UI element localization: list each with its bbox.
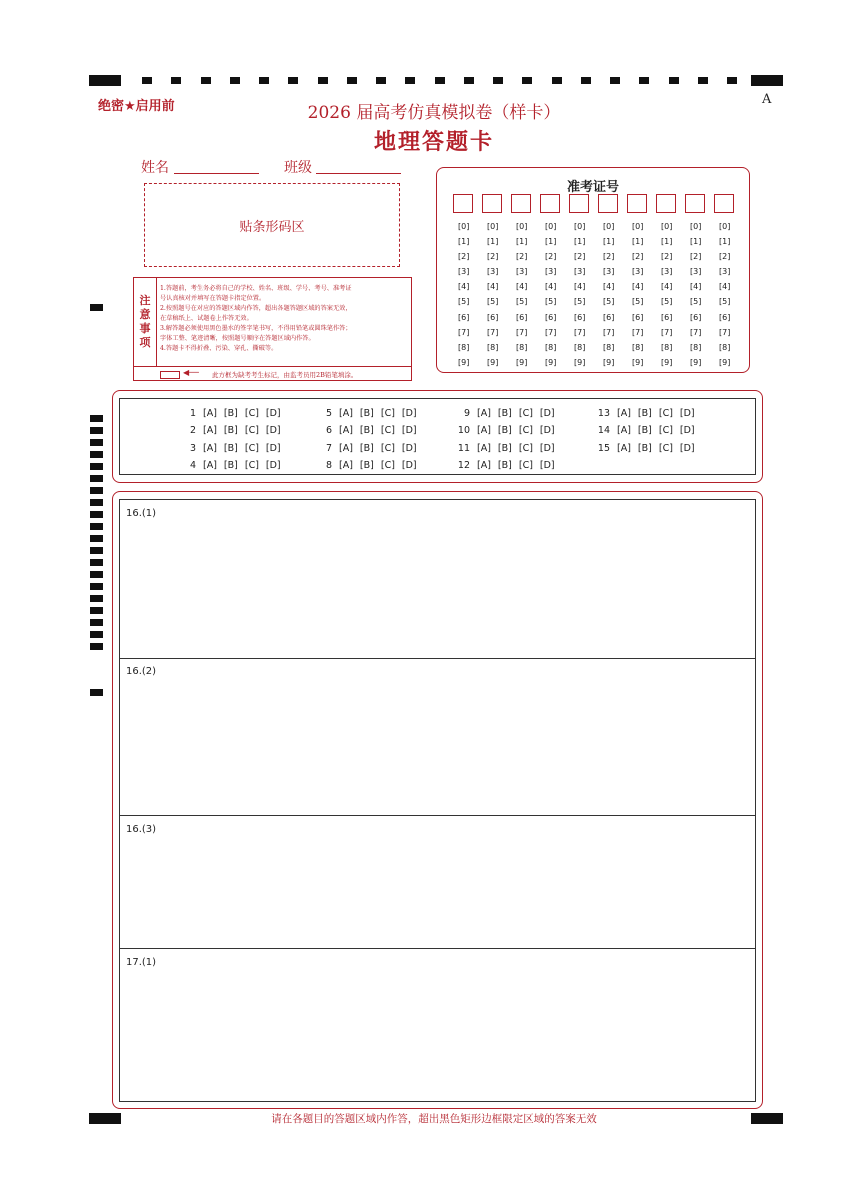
admission-bubble[interactable]: [5] <box>690 297 702 307</box>
answer-option-bubble[interactable]: [B] <box>359 408 374 420</box>
side-mark <box>90 304 103 311</box>
question-row <box>454 405 562 422</box>
absent-mark-row <box>134 366 411 382</box>
admission-bubble[interactable]: [3] <box>516 267 528 277</box>
question-number: 13 <box>597 408 610 420</box>
answer-option-bubble[interactable]: [A] <box>617 425 631 437</box>
absent-mark-text: 此方框为缺考考生标记，由监考员用2B铅笔填涂。 <box>212 371 358 379</box>
admission-title: 准考证号 <box>566 180 619 195</box>
admission-bubble[interactable]: [3] <box>632 267 644 277</box>
admission-bubble[interactable]: [2] <box>516 252 528 262</box>
admission-bubble-grid <box>451 219 741 370</box>
answer-option-bubble[interactable]: [B] <box>359 442 374 454</box>
question-row <box>454 422 562 439</box>
name-label: 姓名 <box>141 160 169 176</box>
admission-bubble[interactable]: [4] <box>632 282 644 292</box>
admission-bubble[interactable]: [4] <box>545 282 557 292</box>
admission-bubble[interactable]: [1] <box>487 237 499 247</box>
answer-option-bubble[interactable]: [D] <box>679 442 695 454</box>
admission-bubble[interactable]: [3] <box>719 267 731 277</box>
admission-bubble[interactable]: [7] <box>574 327 586 337</box>
question-number: 12 <box>457 460 470 472</box>
notes-item: 4.答题卡不得折叠、污染、穿孔、撕破等。 <box>160 345 278 352</box>
admission-bubble[interactable]: [9] <box>545 357 557 367</box>
answer-option-bubble[interactable]: [C] <box>658 408 673 420</box>
admission-bubble[interactable]: [3] <box>487 267 499 277</box>
admission-bubble[interactable]: [3] <box>690 267 702 277</box>
admission-bubble[interactable]: [5] <box>719 297 731 307</box>
answer-section[interactable] <box>120 658 755 816</box>
objective-answer-grid <box>119 398 756 475</box>
admission-bubble[interactable]: [3] <box>574 267 586 277</box>
admission-digit-cell[interactable] <box>656 194 676 213</box>
admission-bubble[interactable]: [8] <box>632 342 644 352</box>
question-number: 5 <box>325 408 332 420</box>
answer-option-bubble[interactable]: [C] <box>244 425 259 437</box>
admission-bubble[interactable]: [9] <box>719 357 731 367</box>
admission-bubble[interactable]: [1] <box>516 237 528 247</box>
question-row <box>316 405 424 422</box>
answer-option-bubble[interactable]: [B] <box>497 460 512 472</box>
admission-bubble[interactable]: [9] <box>603 357 615 367</box>
answer-option-bubble[interactable]: [B] <box>497 442 512 454</box>
answer-option-bubble[interactable]: [C] <box>380 442 395 454</box>
timing-mark <box>90 415 103 422</box>
admission-bubble[interactable]: [0] <box>661 222 673 231</box>
written-answer-area <box>119 499 756 1102</box>
notes-heading <box>134 278 157 366</box>
admission-bubble[interactable]: [8] <box>574 342 586 352</box>
question-row <box>454 440 562 457</box>
admission-bubble[interactable]: [4] <box>719 282 731 292</box>
timing-mark <box>288 77 298 84</box>
notes-item: 在草稿纸上、试题卷上作答无效。 <box>160 315 253 322</box>
question-number: 15 <box>597 442 610 454</box>
admission-bubble[interactable]: [5] <box>632 297 644 307</box>
admission-bubble[interactable]: [8] <box>661 342 673 352</box>
answer-option-bubble[interactable]: [C] <box>658 425 673 437</box>
class-label: 班级 <box>284 160 312 176</box>
timing-mark <box>90 451 103 458</box>
timing-mark <box>90 559 103 566</box>
question-number: 10 <box>457 425 470 437</box>
answer-option-bubble[interactable]: [D] <box>265 425 281 437</box>
admission-bubble[interactable]: [2] <box>458 252 470 262</box>
timing-mark <box>698 77 708 84</box>
answer-option-bubble[interactable]: [B] <box>359 460 374 472</box>
timing-mark <box>376 77 386 84</box>
question-number: 6 <box>325 425 332 437</box>
notes-heading-char: 注 <box>139 294 151 307</box>
admission-bubble[interactable]: [5] <box>603 297 615 307</box>
question-number: 4 <box>189 460 196 472</box>
answer-option-bubble[interactable]: [C] <box>244 442 259 454</box>
admission-number-box <box>436 167 750 373</box>
admission-bubble[interactable]: [6] <box>516 312 528 322</box>
admission-bubble[interactable]: [0] <box>574 222 586 231</box>
notes-item: 字体工整、笔迹清晰，按照题号顺序在答题区域内作答。 <box>160 335 315 342</box>
timing-mark <box>669 77 679 84</box>
confidential-label: 绝密★启用前 <box>98 99 175 114</box>
timing-mark <box>90 619 103 626</box>
admission-bubble[interactable]: [7] <box>487 327 499 337</box>
admission-bubble[interactable]: [7] <box>632 327 644 337</box>
question-number: 3 <box>189 442 196 454</box>
admission-bubble[interactable]: [5] <box>574 297 586 307</box>
timing-mark <box>90 583 103 590</box>
answer-option-bubble[interactable]: [C] <box>244 408 259 420</box>
notes-heading-char: 意 <box>139 308 151 321</box>
answer-option-bubble[interactable]: [C] <box>380 425 395 437</box>
question-row <box>594 440 702 457</box>
admission-digit-cell[interactable] <box>714 194 734 213</box>
admission-bubble[interactable]: [9] <box>632 357 644 367</box>
answer-option-bubble[interactable]: [A] <box>203 408 217 420</box>
admission-digit-cells <box>453 194 743 213</box>
question-row <box>180 440 288 457</box>
admission-bubble[interactable]: [1] <box>545 237 557 247</box>
admission-digit-cell[interactable] <box>627 194 647 213</box>
arrow-left-icon: ◀── <box>183 368 199 377</box>
admission-bubble[interactable]: [8] <box>487 342 499 352</box>
admission-bubble[interactable]: [2] <box>632 252 644 262</box>
name-field[interactable] <box>174 173 259 174</box>
answer-option-bubble[interactable]: [A] <box>203 425 217 437</box>
timing-mark <box>90 499 103 506</box>
answer-option-bubble[interactable]: [A] <box>477 425 491 437</box>
admission-bubble[interactable]: [6] <box>661 312 673 322</box>
admission-bubble[interactable]: [0] <box>545 222 557 231</box>
timing-mark <box>201 77 211 84</box>
notes-list <box>160 284 410 354</box>
question-row <box>180 422 288 439</box>
admission-bubble[interactable]: [8] <box>458 342 470 352</box>
question-row <box>316 422 424 439</box>
admission-digit-cell[interactable] <box>569 194 589 213</box>
admission-bubble[interactable]: [7] <box>516 327 528 337</box>
admission-bubble[interactable]: [6] <box>574 312 586 322</box>
timing-mark <box>90 475 103 482</box>
timing-mark <box>142 77 152 84</box>
timing-mark <box>435 77 445 84</box>
admission-bubble[interactable]: [8] <box>545 342 557 352</box>
version-label: A <box>762 92 772 107</box>
admission-bubble[interactable]: [2] <box>487 252 499 262</box>
admission-bubble[interactable]: [9] <box>574 357 586 367</box>
admission-bubble[interactable]: [5] <box>545 297 557 307</box>
answer-option-bubble[interactable]: [A] <box>203 442 217 454</box>
admission-bubble[interactable]: [1] <box>690 237 702 247</box>
admission-bubble[interactable]: [6] <box>632 312 644 322</box>
answer-option-bubble[interactable]: [D] <box>401 460 417 472</box>
admission-bubble[interactable]: [5] <box>661 297 673 307</box>
timing-mark <box>552 77 562 84</box>
notes-item: 1.答题前，考生务必将自己的学校、姓名、班级、学号、考号、准考证 <box>160 285 352 292</box>
admission-bubble[interactable]: [2] <box>603 252 615 262</box>
corner-mark-top-right <box>751 75 783 86</box>
answer-option-bubble[interactable]: [A] <box>339 442 353 454</box>
answer-option-bubble[interactable]: [C] <box>518 460 533 472</box>
admission-bubble[interactable]: [1] <box>661 237 673 247</box>
admission-bubble[interactable]: [0] <box>516 222 528 231</box>
answer-option-bubble[interactable]: [D] <box>539 460 555 472</box>
admission-bubble[interactable]: [4] <box>690 282 702 292</box>
written-answer-box <box>112 491 763 1109</box>
admission-bubble[interactable]: [8] <box>603 342 615 352</box>
admission-digit-cell[interactable] <box>598 194 618 213</box>
answer-option-bubble[interactable]: [D] <box>265 408 281 420</box>
admission-bubble[interactable]: [2] <box>574 252 586 262</box>
timing-mark <box>90 547 103 554</box>
answer-option-bubble[interactable]: [A] <box>339 460 353 472</box>
timing-mark <box>230 77 240 84</box>
corner-mark-top-left <box>89 75 121 86</box>
timing-mark <box>493 77 503 84</box>
admission-bubble[interactable]: [1] <box>574 237 586 247</box>
timing-mark <box>610 77 620 84</box>
timing-mark <box>259 77 269 84</box>
admission-bubble[interactable]: [5] <box>487 297 499 307</box>
admission-bubble[interactable]: [9] <box>516 357 528 367</box>
answer-option-bubble[interactable]: [C] <box>380 408 395 420</box>
admission-bubble[interactable]: [0] <box>632 222 644 231</box>
answer-section-label: 16.(1) <box>126 508 157 519</box>
barcode-area <box>144 183 400 267</box>
admission-bubble[interactable]: [7] <box>603 327 615 337</box>
answer-option-bubble[interactable]: [B] <box>223 442 238 454</box>
answer-option-bubble[interactable]: [D] <box>401 425 417 437</box>
answer-option-bubble[interactable]: [B] <box>637 408 652 420</box>
admission-bubble[interactable]: [1] <box>603 237 615 247</box>
admission-bubble[interactable]: [2] <box>690 252 702 262</box>
question-column <box>454 405 562 474</box>
answer-option-bubble[interactable]: [B] <box>637 442 652 454</box>
admission-bubble[interactable]: [2] <box>661 252 673 262</box>
absent-mark-box[interactable] <box>160 371 180 379</box>
admission-bubble[interactable]: [6] <box>603 312 615 322</box>
timing-mark <box>522 77 532 84</box>
answer-option-bubble[interactable]: [B] <box>223 425 238 437</box>
answer-option-bubble[interactable]: [C] <box>658 442 673 454</box>
top-timing-marks <box>142 77 737 84</box>
answer-option-bubble[interactable]: [C] <box>380 460 395 472</box>
answer-option-bubble[interactable]: [D] <box>539 442 555 454</box>
timing-mark <box>90 439 103 446</box>
answer-section-label: 17.(1) <box>126 957 157 968</box>
exam-title: 2026 届高考仿真模拟卷（样卡） <box>307 103 561 123</box>
answer-section-label: 16.(3) <box>126 824 157 835</box>
answer-section[interactable] <box>120 816 755 949</box>
timing-mark <box>90 487 103 494</box>
admission-bubble[interactable]: [9] <box>690 357 702 367</box>
timing-mark <box>347 77 357 84</box>
admission-bubble[interactable]: [3] <box>603 267 615 277</box>
timing-mark <box>318 77 328 84</box>
answer-option-bubble[interactable]: [A] <box>477 442 491 454</box>
admission-digit-cell[interactable] <box>511 194 531 213</box>
timing-mark <box>90 607 103 614</box>
answer-section[interactable] <box>120 500 755 659</box>
timing-mark <box>90 427 103 434</box>
answer-option-bubble[interactable]: [D] <box>401 408 417 420</box>
admission-digit-cell[interactable] <box>685 194 705 213</box>
admission-bubble[interactable]: [5] <box>458 297 470 307</box>
question-column <box>594 405 702 457</box>
question-row <box>180 405 288 422</box>
question-row <box>316 457 424 474</box>
answer-option-bubble[interactable]: [A] <box>339 408 353 420</box>
footer-notice: 请在各题目的答题区域内作答，超出黑色矩形边框限定区域的答案无效 <box>271 1113 597 1125</box>
admission-bubble[interactable]: [6] <box>458 312 470 322</box>
admission-bubble[interactable]: [7] <box>545 327 557 337</box>
question-row <box>594 422 702 439</box>
answer-option-bubble[interactable]: [B] <box>637 425 652 437</box>
answer-option-bubble[interactable]: [B] <box>497 408 512 420</box>
admission-bubble[interactable]: [1] <box>719 237 731 247</box>
admission-bubble[interactable]: [3] <box>545 267 557 277</box>
admission-bubble[interactable]: [8] <box>516 342 528 352</box>
admission-bubble[interactable]: [8] <box>719 342 731 352</box>
admission-bubble[interactable]: [9] <box>458 357 470 367</box>
notes-item: 3.解答题必须使用黑色墨水的签字笔书写，不得用铅笔或圆珠笔作答； <box>160 325 352 332</box>
question-column <box>180 405 288 474</box>
left-timing-marks <box>90 415 103 655</box>
class-field[interactable] <box>316 173 401 174</box>
question-number: 1 <box>189 408 196 420</box>
answer-option-bubble[interactable]: [D] <box>265 442 281 454</box>
answer-option-bubble[interactable]: [A] <box>617 442 631 454</box>
admission-bubble[interactable]: [0] <box>719 222 731 231</box>
admission-bubble[interactable]: [7] <box>719 327 731 337</box>
admission-bubble[interactable]: [7] <box>458 327 470 337</box>
admission-digit-cell[interactable] <box>482 194 502 213</box>
timing-mark <box>727 77 737 84</box>
answer-option-bubble[interactable]: [D] <box>539 408 555 420</box>
answer-option-bubble[interactable]: [A] <box>477 408 491 420</box>
admission-bubble[interactable]: [3] <box>458 267 470 277</box>
admission-bubble[interactable]: [4] <box>487 282 499 292</box>
timing-mark <box>171 77 181 84</box>
admission-bubble[interactable]: [4] <box>661 282 673 292</box>
admission-digit-cell[interactable] <box>540 194 560 213</box>
notes-heading-char: 事 <box>139 322 151 335</box>
answer-option-bubble[interactable]: [B] <box>497 425 512 437</box>
answer-option-bubble[interactable]: [D] <box>679 425 695 437</box>
answer-option-bubble[interactable]: [B] <box>223 408 238 420</box>
admission-bubble[interactable]: [4] <box>574 282 586 292</box>
answer-option-bubble[interactable]: [D] <box>401 442 417 454</box>
question-column <box>316 405 424 474</box>
answer-option-bubble[interactable]: [D] <box>539 425 555 437</box>
admission-bubble[interactable]: [1] <box>632 237 644 247</box>
answer-option-bubble[interactable]: [C] <box>518 408 533 420</box>
question-row <box>594 405 702 422</box>
card-title: 地理答题卡 <box>373 130 494 155</box>
answer-option-bubble[interactable]: [A] <box>203 460 217 472</box>
timing-mark <box>90 643 103 650</box>
admission-bubble[interactable]: [2] <box>719 252 731 262</box>
answer-option-bubble[interactable]: [A] <box>617 408 631 420</box>
admission-bubble[interactable]: [7] <box>690 327 702 337</box>
question-row <box>454 457 562 474</box>
question-number: 2 <box>189 425 196 437</box>
answer-option-bubble[interactable]: [B] <box>359 425 374 437</box>
admission-bubble[interactable]: [6] <box>545 312 557 322</box>
timing-mark <box>90 535 103 542</box>
admission-bubble[interactable]: [8] <box>690 342 702 352</box>
answer-option-bubble[interactable]: [C] <box>518 442 533 454</box>
admission-digit-cell[interactable] <box>453 194 473 213</box>
timing-mark <box>90 463 103 470</box>
admission-bubble[interactable]: [0] <box>690 222 702 231</box>
admission-bubble[interactable]: [6] <box>487 312 499 322</box>
answer-option-bubble[interactable]: [B] <box>223 460 238 472</box>
answer-option-bubble[interactable]: [C] <box>518 425 533 437</box>
admission-bubble[interactable]: [1] <box>458 237 470 247</box>
admission-bubble[interactable]: [3] <box>661 267 673 277</box>
admission-bubble[interactable]: [2] <box>545 252 557 262</box>
timing-mark <box>639 77 649 84</box>
question-row <box>180 457 288 474</box>
admission-bubble[interactable]: [4] <box>458 282 470 292</box>
admission-bubble[interactable]: [0] <box>487 222 499 231</box>
timing-mark <box>90 631 103 638</box>
admission-bubble[interactable]: [7] <box>661 327 673 337</box>
timing-mark <box>90 511 103 518</box>
timing-mark <box>90 571 103 578</box>
answer-option-bubble[interactable]: [A] <box>477 460 491 472</box>
admission-bubble[interactable]: [4] <box>603 282 615 292</box>
question-number: 11 <box>457 442 470 454</box>
notes-item: 2.按照题号在对应的答题区域内作答，超出各题答题区域的答案无效， <box>160 305 352 312</box>
question-number: 7 <box>325 442 332 454</box>
timing-mark <box>581 77 591 84</box>
answer-section-label: 16.(2) <box>126 666 157 677</box>
notes-heading-char: 项 <box>139 336 151 349</box>
question-number: 9 <box>463 408 470 420</box>
answer-section[interactable] <box>120 949 755 1101</box>
question-number: 14 <box>597 425 610 437</box>
question-number: 8 <box>325 460 332 472</box>
barcode-label: 贴条形码区 <box>239 219 305 235</box>
question-row <box>316 440 424 457</box>
timing-mark <box>405 77 415 84</box>
notes-box <box>133 277 412 381</box>
admission-bubble[interactable]: [5] <box>516 297 528 307</box>
admission-bubble[interactable]: [6] <box>690 312 702 322</box>
timing-mark <box>90 595 103 602</box>
admission-bubble[interactable]: [0] <box>458 222 470 231</box>
timing-mark <box>464 77 474 84</box>
answer-option-bubble[interactable]: [C] <box>244 460 259 472</box>
admission-bubble[interactable]: [9] <box>661 357 673 367</box>
notes-item: 号认真核对并填写在答题卡指定位置。 <box>160 295 266 302</box>
admission-bubble[interactable]: [0] <box>603 222 615 231</box>
answer-option-bubble[interactable]: [A] <box>339 425 353 437</box>
answer-option-bubble[interactable]: [D] <box>265 460 281 472</box>
admission-bubble[interactable]: [9] <box>487 357 499 367</box>
admission-bubble[interactable]: [4] <box>516 282 528 292</box>
admission-bubble[interactable]: [6] <box>719 312 731 322</box>
answer-option-bubble[interactable]: [D] <box>679 408 695 420</box>
objective-answer-box <box>112 390 763 483</box>
timing-mark <box>90 523 103 530</box>
side-mark <box>90 689 103 696</box>
